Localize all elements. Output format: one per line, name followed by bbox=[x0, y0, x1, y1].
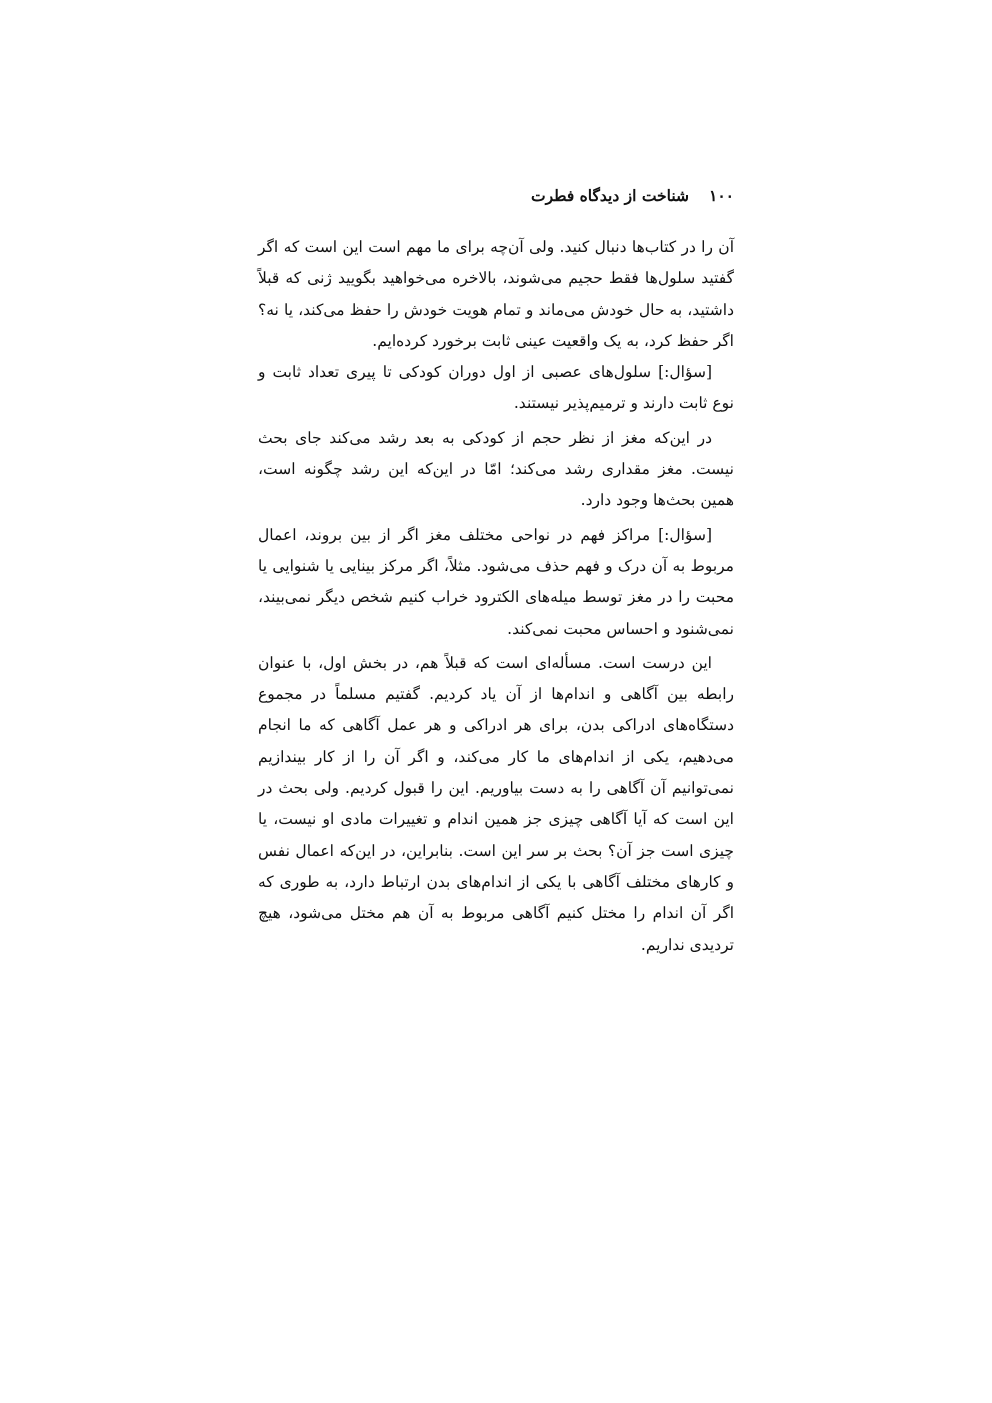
page-number: ۱۰۰ bbox=[709, 186, 734, 205]
question-paragraph: [سؤال:] سلول‌های عصبی از اول دوران کودکی تا پیری تعداد ثابت و نوع ثابت دارند و ترمیم‌پذیر نیستند. bbox=[258, 363, 734, 413]
running-title: شناخت از دیدگاه فطرت bbox=[531, 186, 690, 205]
page-header bbox=[258, 186, 734, 205]
paragraph: این درست است. مسأله‌ای است که قبلاً هم، در بخش اول، با عنوان رابطه بین آگاهی و اندام‌ها از آن یاد کردیم. گفتیم مسلماً در مجموع دستگاه‌های ادراکی بدن، برای هر ادراکی و هر عمل آگاهی که ما انجام می‌دهیم، یکی از اندام‌های ما کار می‌کند، و اگر آن را از کار بیندازیم نمی‌توانیم آن آگاهی را به دست بیاوریم. این را قبول کردیم. ولی بحث در این است که آیا آگاهی چیزی جز همین اندام و تغییرات مادی او نیست، یا چیزی است جز آن؟ بحث بر سر این است. بنابراین، در این‌که اعمال نفس و کارهای مختلف آگاهی با یکی از اندام‌های بدن ارتباط دارد، به طوری که اگر آن اندام را مختل کنیم آگاهی مربوط به آن هم مختل می‌شود، هیچ تردیدی نداریم. bbox=[258, 653, 734, 954]
paragraph: در این‌که مغز از نظر حجم از کودکی به بعد رشد می‌کند جای بحث نیست. مغز مقداری رشد می‌کند؛ امّا در این‌که این رشد چگونه است، همین بحث‌ها وجود دارد. bbox=[258, 428, 734, 510]
paragraph: آن را در کتاب‌ها دنبال کنید. ولی آن‌چه برای ما مهم است این است که اگر گفتید سلول‌ها فقط حجیم می‌شوند، بالاخره می‌خواهید بگویید ژنی که قبلاً داشتید، به حال خودش می‌ماند و تمام هویت خودش را حفظ می‌کند، یا نه؟ اگر حفظ کرد، به یک واقعیت عینی ثابت برخورد کرده‌ایم. bbox=[258, 238, 734, 350]
question-paragraph: [سؤال:] مراکز فهم در نواحی مختلف مغز اگر از بین بروند، اعمال مربوط به آن درک و فهم حذف می‌شود. مثلاً، اگر مرکز بینایی یا شنوایی یا محبت را در مغز توسط میله‌های الکترود خراب کنیم شخص دیگر نمی‌بیند، نمی‌شنود و احساس محبت نمی‌کند. bbox=[258, 525, 734, 638]
body-text bbox=[258, 232, 734, 961]
